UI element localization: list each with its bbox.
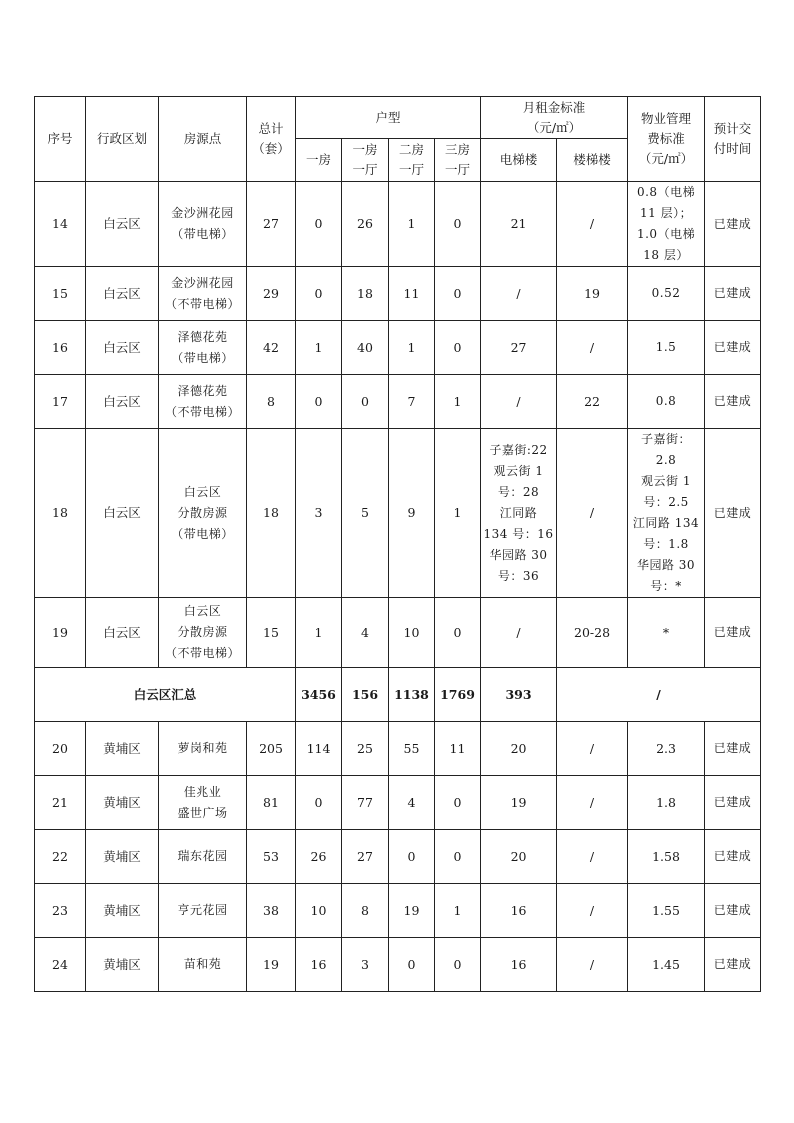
table-row — [35, 830, 761, 884]
table-row — [35, 267, 761, 321]
cell-elevator-rent: 20 — [481, 722, 557, 776]
cell-source: 金沙洲花园 （不带电梯） — [159, 267, 247, 321]
header-unit-type: 户型 — [296, 97, 481, 139]
cell-district: 白云区 — [86, 267, 159, 321]
cell-three-room-one-hall: 0 — [435, 321, 481, 375]
cell-two-room-one-hall: 55 — [389, 722, 435, 776]
cell-two-room-one-hall: 7 — [389, 375, 435, 429]
cell-delivery: 已建成 — [705, 267, 761, 321]
cell-source: 苗和苑 — [159, 938, 247, 992]
table-row — [35, 375, 761, 429]
cell-one-room-one-hall: 77 — [342, 776, 389, 830]
cell-total: 42 — [247, 321, 296, 375]
cell-total: 18 — [247, 429, 296, 598]
cell-one-room-one-hall: 40 — [342, 321, 389, 375]
header-seq: 序号 — [35, 97, 86, 182]
cell-total: 38 — [247, 884, 296, 938]
cell-mgmt-fee: 1.55 — [628, 884, 705, 938]
cell-two-room-one-hall: 9 — [389, 429, 435, 598]
cell-district: 白云区 — [86, 182, 159, 267]
cell-one-room: 1 — [296, 598, 342, 668]
cell-mgmt-fee: 2.3 — [628, 722, 705, 776]
cell-one-room-one-hall: 26 — [342, 182, 389, 267]
cell-delivery: 已建成 — [705, 776, 761, 830]
cell-seq: 23 — [35, 884, 86, 938]
cell-two-room-one-hall: 0 — [389, 938, 435, 992]
header-source: 房源点 — [159, 97, 247, 182]
cell-mgmt-fee: 0.8 — [628, 375, 705, 429]
cell-three-room-one-hall: 0 — [435, 267, 481, 321]
cell-one-room: 0 — [296, 375, 342, 429]
header-one-room-one-hall: 一房 一厅 — [342, 139, 389, 182]
housing-table — [34, 96, 761, 992]
cell-one-room: 1 — [296, 321, 342, 375]
cell-mgmt-fee: 1.8 — [628, 776, 705, 830]
cell-seq: 24 — [35, 938, 86, 992]
summary-rest: / — [557, 668, 761, 722]
cell-three-room-one-hall: 1 — [435, 884, 481, 938]
header-one-room: 一房 — [296, 139, 342, 182]
cell-one-room: 10 — [296, 884, 342, 938]
cell-elevator-rent: / — [481, 267, 557, 321]
table-row — [35, 598, 761, 668]
cell-district: 黄埔区 — [86, 776, 159, 830]
header-two-room-one-hall: 二房 一厅 — [389, 139, 435, 182]
summary-total: 3456 — [296, 668, 342, 722]
cell-one-room: 16 — [296, 938, 342, 992]
cell-delivery: 已建成 — [705, 321, 761, 375]
cell-source: 泽德花苑 （带电梯） — [159, 321, 247, 375]
cell-delivery: 已建成 — [705, 182, 761, 267]
cell-one-room-one-hall: 3 — [342, 938, 389, 992]
cell-delivery: 已建成 — [705, 884, 761, 938]
cell-delivery: 已建成 — [705, 375, 761, 429]
cell-delivery: 已建成 — [705, 938, 761, 992]
cell-mgmt-fee: * — [628, 598, 705, 668]
cell-mgmt-fee: 1.45 — [628, 938, 705, 992]
summary-one-room-one-hall: 1138 — [389, 668, 435, 722]
cell-stair-rent: / — [557, 321, 628, 375]
summary-three-room-one-hall: 393 — [481, 668, 557, 722]
cell-source: 亨元花园 — [159, 884, 247, 938]
cell-three-room-one-hall: 0 — [435, 598, 481, 668]
cell-elevator-rent: 16 — [481, 884, 557, 938]
cell-two-room-one-hall: 10 — [389, 598, 435, 668]
cell-district: 黄埔区 — [86, 938, 159, 992]
cell-three-room-one-hall: 0 — [435, 938, 481, 992]
cell-stair-rent: / — [557, 884, 628, 938]
cell-source: 白云区 分散房源 （不带电梯） — [159, 598, 247, 668]
cell-source: 泽德花苑 （不带电梯） — [159, 375, 247, 429]
cell-mgmt-fee: 子嘉街： 2.8 观云街 1 号：2.5 江同路 134 号：1.8 华园路 30 号：* — [628, 429, 705, 598]
cell-total: 53 — [247, 830, 296, 884]
cell-elevator-rent: / — [481, 598, 557, 668]
cell-three-room-one-hall: 1 — [435, 375, 481, 429]
cell-source: 佳兆业 盛世广场 — [159, 776, 247, 830]
cell-two-room-one-hall: 19 — [389, 884, 435, 938]
cell-mgmt-fee: 0.8（电梯 11 层）； 1.0（电梯 18 层） — [628, 182, 705, 267]
header-delivery: 预计交 付时间 — [705, 97, 761, 182]
cell-elevator-rent: 21 — [481, 182, 557, 267]
cell-stair-rent: / — [557, 182, 628, 267]
cell-total: 205 — [247, 722, 296, 776]
header-elevator: 电梯楼 — [481, 139, 557, 182]
header-stair: 楼梯楼 — [557, 139, 628, 182]
cell-elevator-rent: / — [481, 375, 557, 429]
cell-one-room-one-hall: 0 — [342, 375, 389, 429]
cell-one-room: 26 — [296, 830, 342, 884]
cell-one-room: 0 — [296, 182, 342, 267]
cell-mgmt-fee: 0.52 — [628, 267, 705, 321]
cell-two-room-one-hall: 4 — [389, 776, 435, 830]
summary-one-room: 156 — [342, 668, 389, 722]
cell-seq: 14 — [35, 182, 86, 267]
cell-two-room-one-hall: 1 — [389, 182, 435, 267]
cell-three-room-one-hall: 11 — [435, 722, 481, 776]
cell-elevator-rent: 子嘉街:22 观云街 1 号：28 江同路 134 号：16 华园路 30 号：36 — [481, 429, 557, 598]
summary-two-room-one-hall: 1769 — [435, 668, 481, 722]
cell-three-room-one-hall: 1 — [435, 429, 481, 598]
cell-stair-rent: / — [557, 938, 628, 992]
table-row — [35, 321, 761, 375]
header-three-room-one-hall: 三房 一厅 — [435, 139, 481, 182]
cell-district: 黄埔区 — [86, 884, 159, 938]
cell-stair-rent: / — [557, 830, 628, 884]
cell-district: 白云区 — [86, 375, 159, 429]
table-row — [35, 884, 761, 938]
cell-three-room-one-hall: 0 — [435, 776, 481, 830]
cell-elevator-rent: 20 — [481, 830, 557, 884]
cell-source: 金沙洲花园 （带电梯） — [159, 182, 247, 267]
cell-district: 黄埔区 — [86, 830, 159, 884]
cell-stair-rent: / — [557, 429, 628, 598]
cell-seq: 17 — [35, 375, 86, 429]
cell-one-room: 0 — [296, 267, 342, 321]
cell-stair-rent: 22 — [557, 375, 628, 429]
cell-district: 白云区 — [86, 429, 159, 598]
cell-seq: 20 — [35, 722, 86, 776]
cell-one-room: 3 — [296, 429, 342, 598]
cell-district: 白云区 — [86, 321, 159, 375]
cell-total: 19 — [247, 938, 296, 992]
cell-two-room-one-hall: 1 — [389, 321, 435, 375]
cell-total: 8 — [247, 375, 296, 429]
cell-two-room-one-hall: 0 — [389, 830, 435, 884]
cell-source: 萝岗和苑 — [159, 722, 247, 776]
table-row — [35, 182, 761, 267]
cell-three-room-one-hall: 0 — [435, 182, 481, 267]
cell-one-room-one-hall: 4 — [342, 598, 389, 668]
cell-district: 白云区 — [86, 598, 159, 668]
cell-source: 白云区 分散房源 （带电梯） — [159, 429, 247, 598]
cell-stair-rent: 19 — [557, 267, 628, 321]
header-total: 总计 （套） — [247, 97, 296, 182]
cell-one-room-one-hall: 27 — [342, 830, 389, 884]
table-row — [35, 722, 761, 776]
cell-one-room-one-hall: 25 — [342, 722, 389, 776]
cell-seq: 22 — [35, 830, 86, 884]
cell-seq: 21 — [35, 776, 86, 830]
cell-delivery: 已建成 — [705, 722, 761, 776]
cell-seq: 18 — [35, 429, 86, 598]
summary-row — [35, 668, 761, 722]
table-row — [35, 429, 761, 598]
cell-delivery: 已建成 — [705, 598, 761, 668]
cell-one-room-one-hall: 5 — [342, 429, 389, 598]
cell-stair-rent: / — [557, 776, 628, 830]
cell-total: 29 — [247, 267, 296, 321]
cell-two-room-one-hall: 11 — [389, 267, 435, 321]
cell-stair-rent: 20-28 — [557, 598, 628, 668]
cell-elevator-rent: 16 — [481, 938, 557, 992]
cell-one-room-one-hall: 18 — [342, 267, 389, 321]
header-rent-standard: 月租金标准 （元/㎡） — [481, 97, 628, 139]
cell-source: 瑞东花园 — [159, 830, 247, 884]
cell-one-room: 114 — [296, 722, 342, 776]
table-row — [35, 938, 761, 992]
cell-elevator-rent: 19 — [481, 776, 557, 830]
header-row-1 — [35, 97, 761, 139]
cell-stair-rent: / — [557, 722, 628, 776]
cell-total: 81 — [247, 776, 296, 830]
cell-mgmt-fee: 1.5 — [628, 321, 705, 375]
cell-seq: 19 — [35, 598, 86, 668]
cell-district: 黄埔区 — [86, 722, 159, 776]
cell-total: 27 — [247, 182, 296, 267]
cell-seq: 15 — [35, 267, 86, 321]
cell-delivery: 已建成 — [705, 830, 761, 884]
summary-label: 白云区汇总 — [35, 668, 296, 722]
cell-total: 15 — [247, 598, 296, 668]
cell-elevator-rent: 27 — [481, 321, 557, 375]
header-district: 行政区划 — [86, 97, 159, 182]
cell-three-room-one-hall: 0 — [435, 830, 481, 884]
header-mgmt-fee: 物业管理 费标准 （元/㎡） — [628, 97, 705, 182]
table-row — [35, 776, 761, 830]
cell-one-room-one-hall: 8 — [342, 884, 389, 938]
cell-delivery: 已建成 — [705, 429, 761, 598]
cell-seq: 16 — [35, 321, 86, 375]
cell-mgmt-fee: 1.58 — [628, 830, 705, 884]
cell-one-room: 0 — [296, 776, 342, 830]
